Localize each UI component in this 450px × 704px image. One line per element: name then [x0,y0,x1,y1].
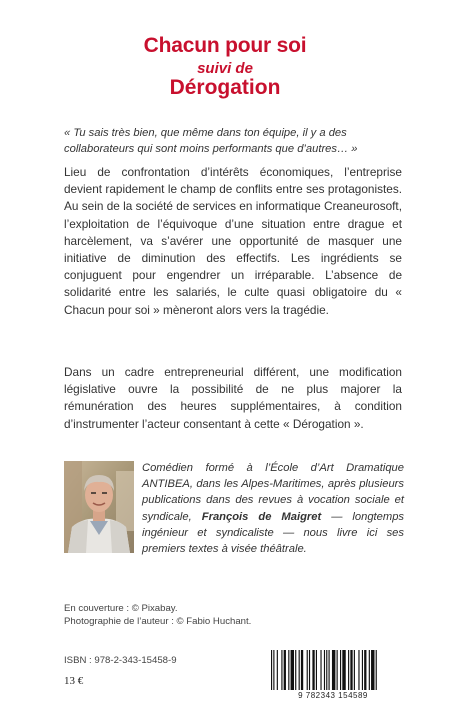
barcode-number: 9 782343 154589 [298,691,368,700]
barcode-bar [376,650,377,690]
barcode-bar [316,650,317,690]
book-second-title: Dérogation [169,76,281,99]
bio-text-end: — longtemps ingénieur et syndicaliste — nous livre ici ses premiers textes à visée théâtrale. [142,510,405,556]
barcode-bar [309,650,310,690]
barcode-bar [271,650,272,690]
barcode-bar [291,650,294,690]
barcode-bar [307,650,308,690]
barcode-bar [362,650,363,690]
barcode-bar [342,650,345,690]
author-biography [142,460,404,557]
barcode-bar [288,650,289,690]
barcode-bar [320,650,321,690]
author-name: François de Maigret [201,510,322,523]
author-photo [64,461,134,553]
barcode-bar [329,650,330,690]
synopsis-paragraph-1: Lieu de confrontation d’intérêts économiques, l’entreprise devient rapidement le champ de conflits entre ses protagonistes. Au sein de la société de services en informatique Creaneurosoft, l’exploitation de l’équivoque d’une situation entre drague et harcèlement, va s’avérer une opportunité de masquer une initiative de diminution des effectifs. Les ingrédients se conjuguent pour engendrer un irréparable. L’absence de solidarité entre les salariés, le culte quasi obligatoire du « Chacun pour soi » mèneront alors vers la tragédie. [64,165,402,317]
synopsis-paragraph-2: Dans un cadre entrepreneurial différent, une modification législative ouvre la possibilité de ne plus majorer la rémunération des heures supplémentaires, à condition d’instrumenter l’acteur consentant à cette « Dérogation ». [64,365,402,431]
photo-credit: Photographie de l’auteur : © Fabio Huchant. [64,616,252,627]
barcode-bar [295,650,296,690]
barcode-bar [332,650,335,690]
barcode-bar [350,650,352,690]
barcode-bar [284,650,286,690]
barcode-bar [369,650,370,690]
barcode-bar [277,650,278,690]
opening-quote: « Tu sais très bien, que même dans ton équipe, il y a des collaborateurs qui sont moins performants que d’autres… » [64,127,358,155]
barcode-bar [348,650,349,690]
barcode-bar [324,650,325,690]
barcode-bar [340,650,341,690]
bio-text-start: Comédien formé à l’École d’Art Dramatique ANTIBEA, dans les Alpes-Maritimes, après plusieurs publications dans des revues à vocation sociale et syndicale, [142,462,404,523]
barcode-bar [312,650,314,690]
barcode-bar [281,650,282,690]
barcode-bar [273,650,274,690]
isbn: ISBN : 978-2-343-15458-9 [64,655,177,666]
book-subtitle-connector: suivi de [197,60,253,77]
barcode-bar [358,650,359,690]
author-portrait-illustration [64,461,134,553]
barcode-bar [364,650,366,690]
barcode-bar [337,650,338,690]
barcode-bar [371,650,374,690]
barcode [263,648,403,700]
cover-credit: En couverture : © Pixabay. [64,603,178,614]
price: 13 € [64,675,84,687]
barcode-bar [299,650,300,690]
book-title: Chacun pour soi [143,34,307,57]
barcode-bar [326,650,327,690]
barcode-bar [354,650,355,690]
barcode-bar [301,650,303,690]
